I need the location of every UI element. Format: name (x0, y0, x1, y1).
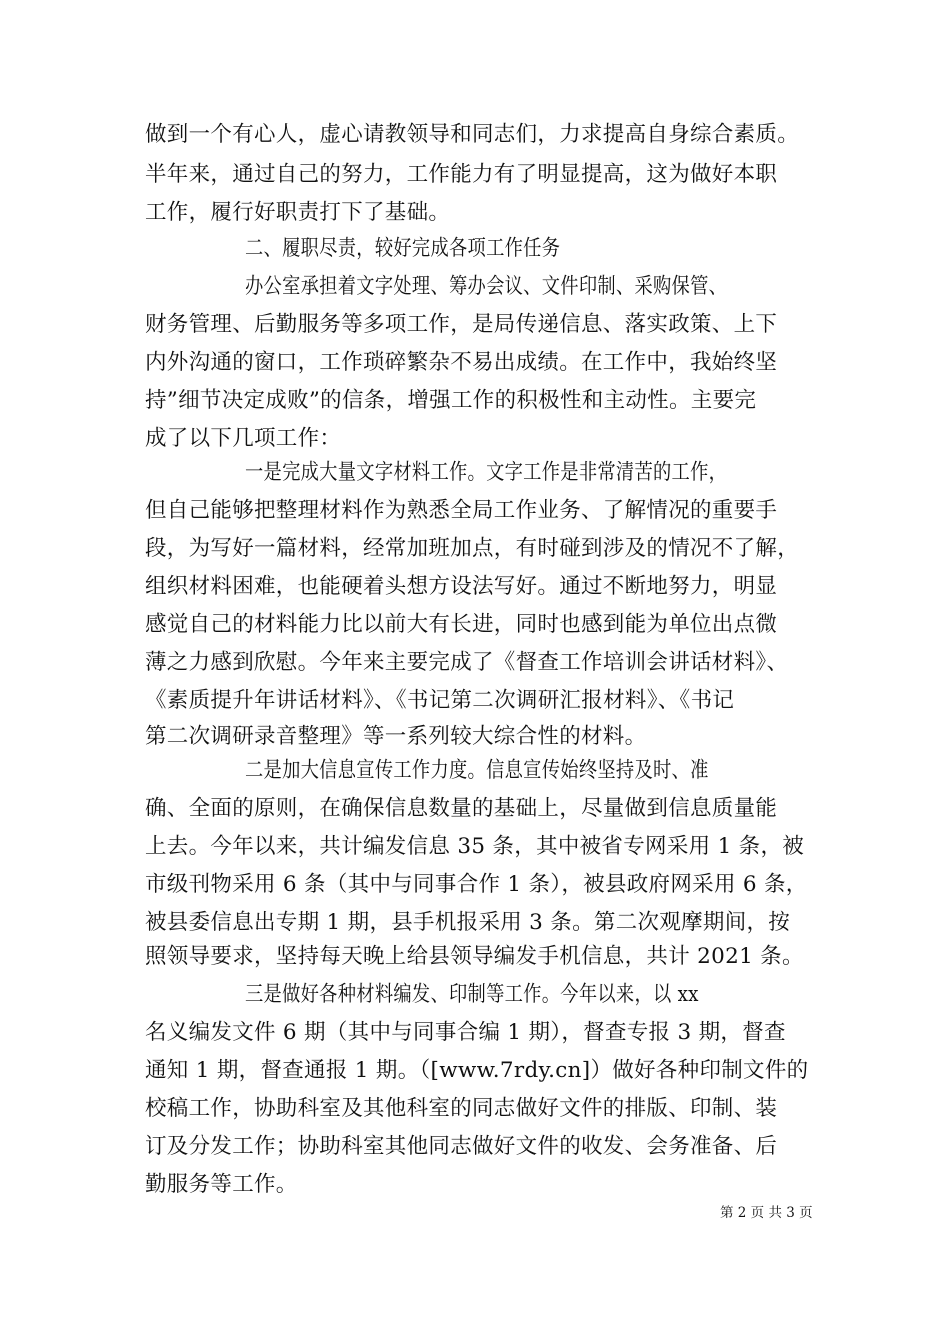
text-line: 照领导要求，坚持每天晚上给县领导编发手机信息，共计 2021 条。 (145, 944, 804, 969)
text-line: 第二次调研录音整理》等一系列较大综合性的材料。 (145, 724, 647, 749)
text-line: 薄之力感到欣慰。今年来主要完成了《督查工作培训会讲话材料》、 (145, 650, 789, 675)
text-line: 内外沟通的窗口，工作琐碎繁杂不易出成绩。在工作中，我始终坚 (145, 350, 778, 375)
text-line: 二是加大信息宣传工作力度。信息宣传始终坚持及时、准 (245, 758, 709, 783)
text-line: 组织材料困难，也能硬着头想方设法写好。通过不断地努力，明显 (145, 574, 778, 599)
text-line: 三是做好各种材料编发、印制等工作。今年以来，以 xx (245, 982, 699, 1007)
text-line: 勤服务等工作。 (145, 1172, 298, 1197)
text-line: 校稿工作，协助科室及其他科室的同志做好文件的排版、印制、装 (145, 1096, 778, 1121)
text-line: 感觉自己的材料能力比以前大有长进，同时也感到能为单位出点微 (145, 612, 778, 637)
text-line: 办公室承担着文字处理、筹办会议、文件印制、采购保管、 (245, 274, 728, 299)
text-line: 《素质提升年讲话材料》、《书记第二次调研汇报材料》、《书记 (145, 688, 735, 713)
text-line: 市级刊物采用 6 条（其中与同事合作 1 条），被县政府网采用 6 条， (145, 872, 808, 897)
text-line: 财务管理、后勤服务等多项工作，是局传递信息、落实政策、上下 (145, 312, 778, 337)
text-line: 一是完成大量文字材料工作。文字工作是非常清苦的工作， (245, 460, 728, 485)
text-line: 持”细节决定成败”的信条，增强工作的积极性和主动性。主要完 (145, 388, 757, 413)
text-line: 成了以下几项工作： (145, 426, 342, 451)
text-line: 被县委信息出专期 1 期，县手机报采用 3 条。第二次观摩期间，按 (145, 910, 791, 935)
text-line: 但自己能够把整理材料作为熟悉全局工作业务、了解情况的重要手 (145, 498, 778, 523)
text-line: 确、全面的原则，在确保信息数量的基础上，尽量做到信息质量能 (145, 796, 778, 821)
text-line: 上去。今年以来，共计编发信息 35 条，其中被省专网采用 1 条，被 (145, 834, 805, 859)
section-heading: 二、履职尽责，较好完成各项工作任务 (245, 236, 561, 261)
text-line: 半年来，通过自己的努力，工作能力有了明显提高，这为做好本职 (145, 162, 778, 187)
text-line: 通知 1 期，督查通报 1 期。（[www.7rdy.cn]）做好各种印制文件的 (145, 1058, 809, 1083)
text-line: 做到一个有心人，虚心请教领导和同志们，力求提高自身综合素质。 (145, 122, 800, 147)
text-line: 名义编发文件 6 期（其中与同事合编 1 期），督查专报 3 期，督查 (145, 1020, 786, 1045)
page-number: 第 2 页 共 3 页 (720, 1205, 813, 1221)
text-line: 订及分发工作；协助科室其他同志做好文件的收发、会务准备、后 (145, 1134, 778, 1159)
text-line: 工作，履行好职责打下了基础。 (145, 200, 451, 225)
text-line: 段，为写好一篇材料，经常加班加点，有时碰到涉及的情况不了解， (145, 536, 800, 561)
